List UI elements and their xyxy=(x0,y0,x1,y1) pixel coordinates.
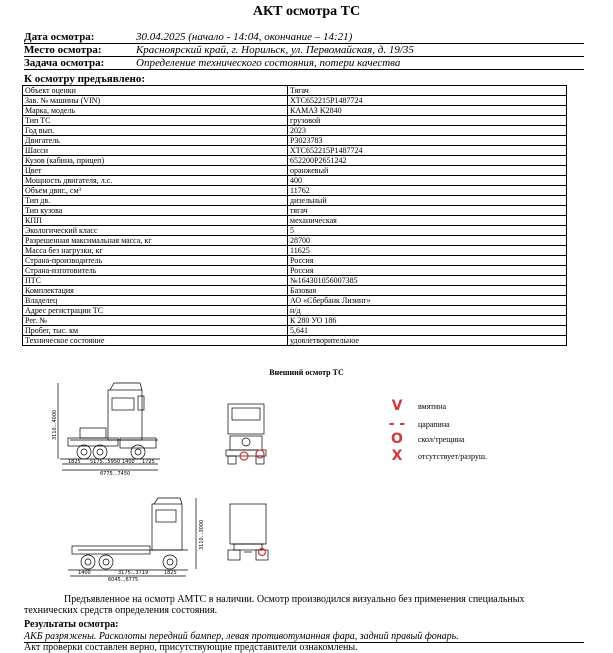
inspection-paragraph: Предъявленное на осмотр АМТС в наличии. Осмотр производился визуально без применения специальных технических средств определения состояния. xyxy=(24,594,525,616)
spec-row xyxy=(23,326,567,336)
spec-label: Двигатель xyxy=(23,136,288,146)
spec-value: механическая xyxy=(288,216,567,226)
spec-label: Экологический класс xyxy=(23,226,288,236)
spec-row xyxy=(23,156,567,166)
spec-row xyxy=(23,286,567,296)
meta-row-task xyxy=(24,57,584,70)
spec-row xyxy=(23,96,567,106)
chip-icon: O xyxy=(391,431,403,447)
spec-label: Год вып. xyxy=(23,126,288,136)
meta-label: Дата осмотра: xyxy=(24,31,95,43)
truck-rear-view-drawing xyxy=(224,500,274,570)
truck-front-view-drawing xyxy=(222,398,272,468)
spec-label: Объем двиг., см³ xyxy=(23,186,288,196)
spec-label: Тип ТС xyxy=(23,116,288,126)
dim-total: 6775...7450 xyxy=(100,471,131,477)
spec-value: Тягач xyxy=(288,86,567,96)
dim-height: 3110...4000 xyxy=(52,409,58,440)
spec-value: 11625 xyxy=(288,246,567,256)
spec-value: 5,641 xyxy=(288,326,567,336)
spec-label: ПТС xyxy=(23,276,288,286)
results-text: АКБ разряжены. Расколоты передний бампер, левая противотуманная фара, задний правый фонарь. xyxy=(24,631,584,643)
spec-value: Россия xyxy=(288,256,567,266)
spec-label: Пробег, тыс. км xyxy=(23,326,288,336)
spec-value: №164301056007385 xyxy=(288,276,567,286)
dim-length: 1825 xyxy=(68,459,81,465)
spec-value: К 280 УО 186 xyxy=(288,316,567,326)
spec-label: Адрес регистрации ТС xyxy=(23,306,288,316)
spec-label: Разрешенная максимальная масса, кг xyxy=(23,236,288,246)
spec-row xyxy=(23,196,567,206)
spec-value: 5 xyxy=(288,226,567,236)
meta-row-date xyxy=(24,31,584,44)
meta-label: Место осмотра: xyxy=(24,44,102,56)
dim-length: 1825 xyxy=(164,570,177,576)
spec-row xyxy=(23,236,567,246)
spec-label: Шасси xyxy=(23,146,288,156)
spec-value: 28700 xyxy=(288,236,567,246)
spec-row xyxy=(23,146,567,156)
results-label: Результаты осмотра: xyxy=(24,619,119,630)
spec-value: дизельный xyxy=(288,196,567,206)
spec-value: XTC652215P1487724 xyxy=(288,96,567,106)
spec-label: Владелец xyxy=(23,296,288,306)
meta-label: Задача осмотра: xyxy=(24,57,105,69)
spec-label: Зав. № машины (VIN) xyxy=(23,96,288,106)
legend-scratch xyxy=(386,416,450,432)
spec-label: Цвет xyxy=(23,166,288,176)
meta-value: Определение технического состояния, потери качества xyxy=(136,57,401,69)
spec-value: Россия xyxy=(288,266,567,276)
dim-length: 3175...3719 xyxy=(118,570,149,576)
spec-label: Страна-изготовитель xyxy=(23,266,288,276)
dim-total: 6045...6775 xyxy=(108,577,139,583)
damage-mark-chip xyxy=(256,450,264,458)
dim-height: 3110...3000 xyxy=(199,519,205,550)
spec-row xyxy=(23,86,567,96)
dim-length: 1725 xyxy=(142,459,155,465)
spec-row xyxy=(23,106,567,116)
section-title: К осмотру предъявлено: xyxy=(24,73,146,85)
spec-value: 652200P2651242 xyxy=(288,156,567,166)
spec-row xyxy=(23,206,567,216)
spec-row xyxy=(23,256,567,266)
spec-table xyxy=(22,85,567,346)
spec-row xyxy=(23,216,567,226)
spec-row xyxy=(23,126,567,136)
dim-length: 1400 xyxy=(78,570,91,576)
legend-missing xyxy=(386,448,487,464)
spec-row xyxy=(23,246,567,256)
spec-value: Базовая xyxy=(288,286,567,296)
spec-row xyxy=(23,116,567,126)
spec-value: удовлетворительное xyxy=(288,336,567,346)
spec-row xyxy=(23,276,567,286)
spec-value: н/д xyxy=(288,306,567,316)
spec-row xyxy=(23,186,567,196)
spec-row xyxy=(23,166,567,176)
dim-length: 1400 xyxy=(122,459,135,465)
meta-value: Красноярский край, г. Норильск, ул. Первомайская, д. 19/35 xyxy=(136,44,414,56)
spec-row xyxy=(23,226,567,236)
legend-label: царапина xyxy=(418,419,450,429)
spec-value: 2023 xyxy=(288,126,567,136)
final-statement: Акт проверки составлен верно, присутствующие представители ознакомлены. xyxy=(24,642,358,653)
legend-label: скол/трещина xyxy=(418,434,465,444)
spec-label: Мощность двигателя, л.с. xyxy=(23,176,288,186)
spec-label: Тип дв. xyxy=(23,196,288,206)
legend-label: отсутствует/разруш. xyxy=(418,451,488,461)
legend-chip xyxy=(386,431,465,447)
spec-value: грузовой xyxy=(288,116,567,126)
spec-value: оранжевый xyxy=(288,166,567,176)
spec-value: 400 xyxy=(288,176,567,186)
spec-value: АО «Сбербанк Лизинг» xyxy=(288,296,567,306)
spec-label: Комплектация xyxy=(23,286,288,296)
spec-label: Тип кузова xyxy=(23,206,288,216)
scratch-icon: - - xyxy=(388,416,406,432)
spec-label: Объект оценки xyxy=(23,86,288,96)
meta-row-place xyxy=(24,44,584,57)
spec-row xyxy=(23,306,567,316)
page-title: АКТ осмотра ТС xyxy=(252,4,361,19)
spec-row xyxy=(23,296,567,306)
spec-label: Кузов (кабина, прицеп) xyxy=(23,156,288,166)
spec-value: тягач xyxy=(288,206,567,216)
spec-label: КПП xyxy=(23,216,288,226)
dent-icon: V xyxy=(391,398,403,414)
spec-value: P3023783 xyxy=(288,136,567,146)
spec-value: КАМАЗ K2840 xyxy=(288,106,567,116)
spec-row xyxy=(23,136,567,146)
spec-row xyxy=(23,176,567,186)
spec-row xyxy=(23,336,567,346)
legend-dent xyxy=(386,398,446,414)
spec-label: Техническое состояние xyxy=(23,336,288,346)
truck-other-side-drawing xyxy=(58,490,218,590)
legend-label: вмятина xyxy=(418,401,446,411)
spec-value: XTC652215P1487724 xyxy=(288,146,567,156)
spec-value: 11762 xyxy=(288,186,567,196)
spec-label: Страна-производитель xyxy=(23,256,288,266)
meta-value: 30.04.2025 (начало - 14:04, окончание – 14:21) xyxy=(136,31,353,43)
spec-label: Рег. № xyxy=(23,316,288,326)
missing-icon: X xyxy=(391,448,403,464)
spec-row xyxy=(23,316,567,326)
truck-side-view-drawing xyxy=(50,380,210,480)
spec-row xyxy=(23,266,567,276)
dim-length: 5175...5950 xyxy=(90,459,121,465)
visual-inspection-title: Внешний осмотр ТС xyxy=(269,368,344,377)
spec-label: Масса без нагрузки, кг xyxy=(23,246,288,256)
spec-label: Марка, модель xyxy=(23,106,288,116)
